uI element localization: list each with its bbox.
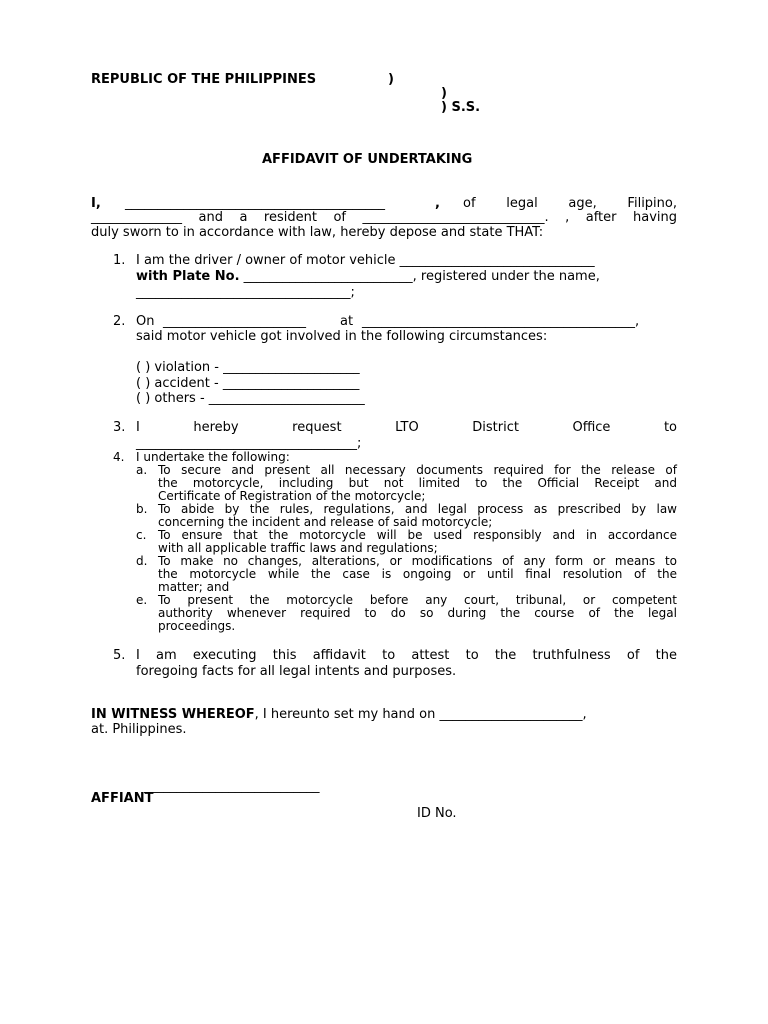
sub-c-letter: c. <box>136 528 147 542</box>
sub-c-text <box>158 529 677 555</box>
republic-heading: REPUBLIC OF THE PHILIPPINES <box>91 72 317 87</box>
sub-a-line: Certificate of Registration of the motorcycle; <box>158 489 426 503</box>
sub-c-line: To ensure that the motorcycle will be used responsibly and in accordance <box>158 528 677 542</box>
plate-rest: __________________________, registered under the name, <box>239 269 600 284</box>
item-4-line-1: I undertake the following: <box>136 450 290 464</box>
option-violation: ( ) violation - _____________________ <box>136 360 360 375</box>
item-2-date-blank: ______________________ <box>163 314 306 329</box>
intro-residence-line: ______________ and a resident of ____________________________. , after having <box>91 210 677 225</box>
intro-oath-line: duly sworn to in accordance with law, hereby depose and state THAT: <box>91 225 544 240</box>
item-3-line-2: __________________________________; <box>136 436 362 451</box>
venue-paren-2: ) <box>441 86 447 101</box>
witness-line-2: at. Philippines. <box>91 722 187 737</box>
sub-b-text <box>158 503 677 529</box>
option-accident: ( ) accident - _____________________ <box>136 376 360 391</box>
intro-comma: , <box>435 196 440 211</box>
sub-b-letter: b. <box>136 502 148 516</box>
item-2-line-2: said motor vehicle got involved in the following circumstances: <box>136 329 548 344</box>
venue-ss: ) S.S. <box>441 100 481 115</box>
sub-e-line: To present the motorcycle before any court, tribunal, or competent <box>158 593 677 607</box>
plate-label: with Plate No. <box>136 269 240 284</box>
item-2-place-blank: __________________________________________, <box>362 314 640 329</box>
item-3-number: 3. <box>113 420 126 435</box>
item-1-line-3: _________________________________; <box>136 285 355 300</box>
sub-e-line: authority whenever required to do so during the course of the legal <box>158 606 677 620</box>
item-5-number: 5. <box>113 648 126 663</box>
sub-d-text <box>158 555 677 594</box>
item-4-number: 4. <box>113 450 125 464</box>
sub-b-line: concerning the incident and release of said motorcycle; <box>158 515 493 529</box>
sub-e-text <box>158 594 677 633</box>
sub-c-line: with all applicable traffic laws and regulations; <box>158 541 438 555</box>
sub-a-letter: a. <box>136 463 148 477</box>
sub-d-letter: d. <box>136 554 148 568</box>
option-others: ( ) others - ________________________ <box>136 391 365 406</box>
item-2-on: On <box>136 314 155 329</box>
sub-d-line: the motorcycle while the case is ongoing or until final resolution of the <box>158 567 677 581</box>
item-1-line-2 <box>136 269 600 284</box>
item-2-at: at <box>340 314 354 329</box>
item-1-number: 1. <box>113 253 126 268</box>
sub-a-line: the motorcycle, including but not limited to the Official Receipt and <box>158 476 677 490</box>
venue-paren-1: ) <box>388 72 394 87</box>
sub-d-line: matter; and <box>158 580 230 594</box>
sub-e-line: proceedings. <box>158 619 236 633</box>
sub-a-text <box>158 464 677 503</box>
sub-b-line: To abide by the rules, regulations, and legal process as prescribed by law <box>158 502 677 516</box>
item-3-line-1: I hereby request LTO District Office to <box>136 420 677 435</box>
witness-bold: IN WITNESS WHEREOF <box>91 707 255 722</box>
intro-age-nationality: of legal age, Filipino, <box>463 196 677 211</box>
intro-i: I, <box>91 196 101 211</box>
id-number-label: ID No. <box>417 806 457 821</box>
item-5-line-2: foregoing facts for all legal intents and purposes. <box>136 664 457 679</box>
name-blank: ________________________________________ <box>125 196 385 211</box>
witness-line-1 <box>91 707 587 722</box>
item-2-number: 2. <box>113 314 126 329</box>
item-5-line-1: I am executing this affidavit to attest to the truthfulness of the <box>136 648 677 663</box>
document-title: AFFIDAVIT OF UNDERTAKING <box>262 152 473 167</box>
witness-rest: , I hereunto set my hand on ______________________, <box>254 707 587 722</box>
item-1-line-1: I am the driver / owner of motor vehicle ______________________________ <box>136 253 595 268</box>
signature-line: ___________________________ <box>144 779 320 794</box>
sub-d-line: To make no changes, alterations, or modifications of any form or means to <box>158 554 677 568</box>
sub-e-letter: e. <box>136 593 148 607</box>
affiant-label: AFFIANT <box>91 791 154 806</box>
sub-a-line: To secure and present all necessary documents required for the release of <box>158 463 677 477</box>
